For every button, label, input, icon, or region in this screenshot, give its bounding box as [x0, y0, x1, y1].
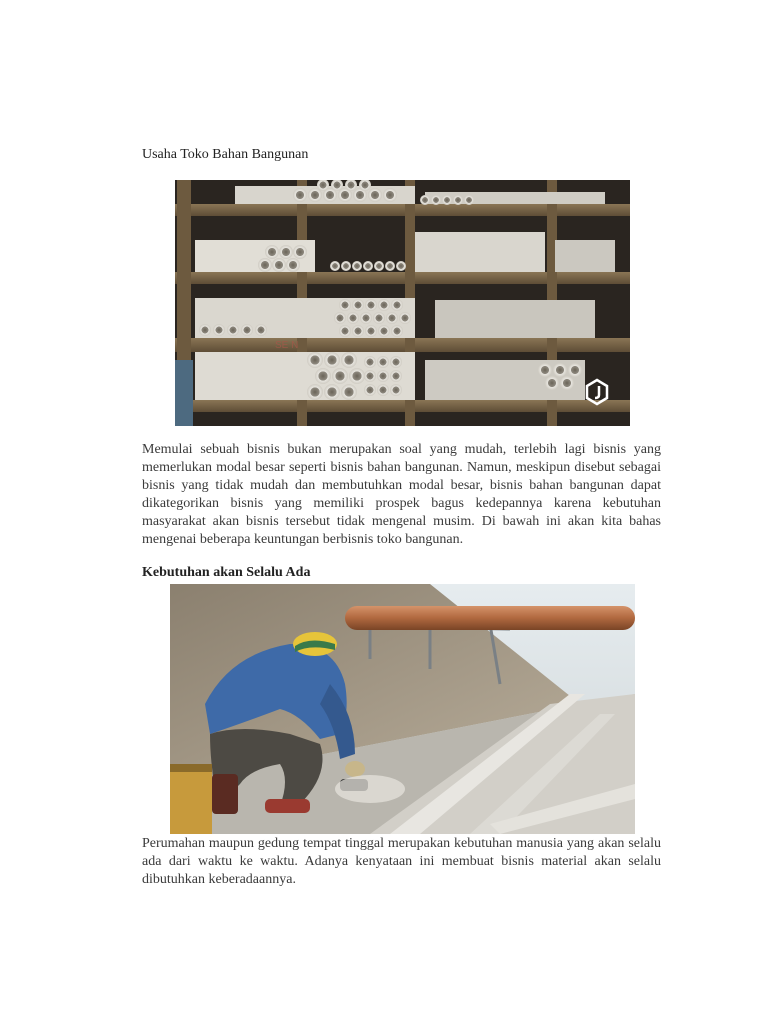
document-title: Usaha Toko Bahan Bangunan: [142, 147, 309, 162]
section-paragraph: Perumahan maupun gedung tempat tinggal merupakan kebutuhan manusia yang akan selalu ada dari waktu ke waktu. Adanya kenyataan ini membuat bisnis material akan selalu dibutuhkan keberadaannya.: [142, 836, 661, 887]
section-heading: Kebutuhan akan Selalu Ada: [142, 565, 311, 580]
intro-paragraph: Memulai sebuah bisnis bukan merupakan soal yang mudah, terlebih lagi bisnis yang memerlukan modal besar seperti bisnis bahan bangunan. Namun, meskipun disebut sebagai bisnis yang tidak mudah dan membutuhkan modal besar, bisnis bahan bangunan dapat dikategorikan bisnis yang memiliki prospek bagus kedepannya karena kebutuhan masyarakat akan bisnis tersebut tidak mengenal musim. Di bawah ini akan kita bahas mengenai beberapa keuntungan berbisnis toko bangunan.: [142, 442, 661, 547]
svg-text:SE N: SE N: [275, 340, 299, 351]
construction-worker-photo: [170, 584, 635, 834]
pipe-rack-photo: [175, 180, 630, 426]
